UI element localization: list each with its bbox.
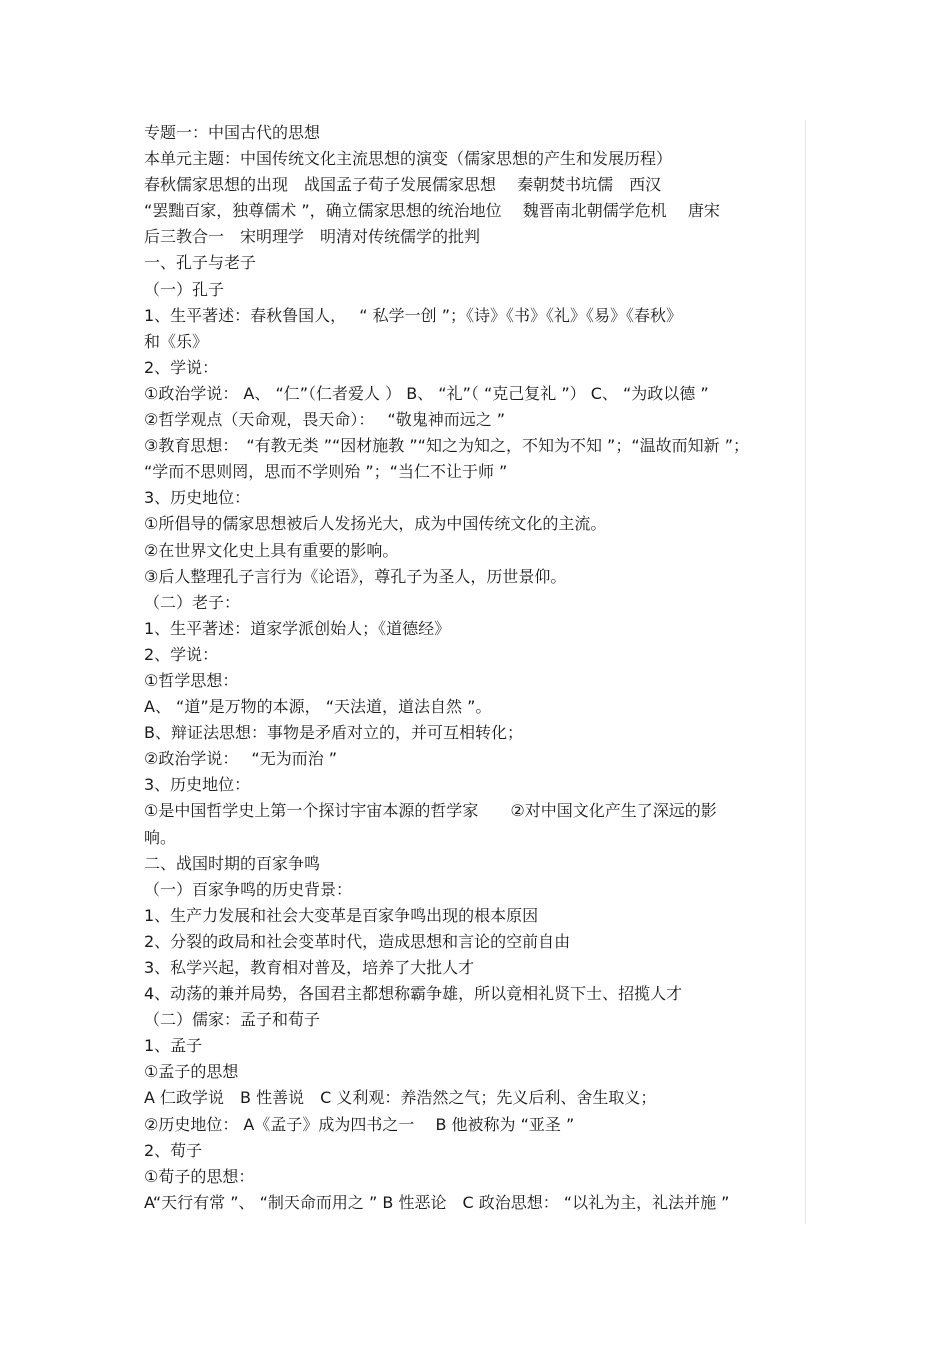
text-line: 1、生产力发展和社会大变革是百家争鸣出现的根本原因 — [144, 905, 539, 925]
text-line: 一、孔子与老子 — [144, 253, 257, 273]
text-line: 二、战国时期的百家争鸣 — [144, 853, 321, 873]
text-line: ③后人整理孔子言行为《论语》，尊孔子为圣人，历世景仰。 — [144, 566, 567, 586]
text-line: ③教育思想： “有教无类 ”“因材施教 ”“知之为知之，不知为不知 ”；“温故而知新 ”； — [144, 436, 750, 456]
text-line: 本单元主题：中国传统文化主流思想的演变（儒家思想的产生和发展历程） — [144, 149, 673, 169]
text-line: B、辩证法思想：事物是矛盾对立的，并可互相转化； — [144, 723, 523, 743]
text-line: ②在世界文化史上具有重要的影响。 — [144, 540, 399, 560]
document-text-block — [140, 120, 806, 1224]
text-line: ①孟子的思想 — [144, 1062, 239, 1082]
text-line: （一）百家争鸣的历史背景： — [144, 879, 353, 899]
text-line: ①所倡导的儒家思想被后人发扬光大，成为中国传统文化的主流。 — [144, 514, 607, 534]
text-line: “罢黜百家，独尊儒术 ”，确立儒家思想的统治地位 魏晋南北朝儒学危机 唐宋 — [144, 201, 720, 221]
text-line: 2、荀子 — [144, 1140, 203, 1160]
text-line: 3、历史地位： — [144, 488, 251, 508]
text-line: 4、动荡的兼并局势，各国君主都想称霸争雄，所以竟相礼贤下士、招揽人才 — [144, 984, 683, 1004]
text-line: “学而不思则罔，思而不学则殆 ”；“当仁不让于师 ” — [144, 462, 508, 482]
text-line: 后三教合一 宋明理学 明清对传统儒学的批判 — [144, 227, 481, 247]
text-line: 1、生平著述：道家学派创始人；《道德经》 — [144, 618, 451, 638]
text-line: ①政治学说： A、 “仁”（仁者爱人 ） B、 “礼”（ “克己复礼 ”） C、 “为政以德 ” — [144, 383, 709, 403]
text-line: ①荀子的思想： — [144, 1166, 255, 1186]
text-line: 2、学说： — [144, 644, 219, 664]
text-line: 3、历史地位： — [144, 775, 251, 795]
text-line: A“天行有常 ”、 “制天命而用之 ” B 性恶论 C 政治思想： “以礼为主，礼法并施 ” — [144, 1192, 730, 1212]
text-line: （二）老子： — [144, 592, 241, 612]
text-line: （一）孔子 — [144, 279, 225, 299]
text-line: 和《乐》 — [144, 331, 209, 351]
text-line: 1、生平著述：春秋鲁国人， “ 私学一创 ”；《诗》《书》《礼》《易》《春秋》 — [144, 305, 683, 325]
text-line: ①哲学思想： — [144, 670, 239, 690]
text-line: 2、学说： — [144, 357, 219, 377]
text-line: 2、分裂的政局和社会变革时代，造成思想和言论的空前自由 — [144, 931, 571, 951]
text-line: ①是中国哲学史上第一个探讨宇宙本源的哲学家 ②对中国文化产生了深远的影 — [144, 801, 717, 821]
text-line: A、 “道”是万物的本源， “天法道，道法自然 ”。 — [144, 697, 492, 717]
text-line: 1、孟子 — [144, 1036, 203, 1056]
text-line: 春秋儒家思想的出现 战国孟子荀子发展儒家思想 秦朝焚书坑儒 西汉 — [144, 175, 662, 195]
text-line: 响。 — [144, 827, 177, 847]
text-line: 3、私学兴起，教育相对普及，培养了大批人才 — [144, 958, 475, 977]
text-line: ②历史地位： A《孟子》成为四书之一 B 他被称为 “亚圣 ” — [144, 1114, 575, 1134]
text-line: A 仁政学说 B 性善说 C 义利观：养浩然之气；先义后利、舍生取义； — [144, 1088, 657, 1108]
text-line: ②哲学观点（天命观，畏天命）： “敬鬼神而远之 ” — [144, 410, 506, 430]
text-line: （二）儒家：孟子和荀子 — [144, 1010, 321, 1030]
text-line: ②政治学说： “无为而治 ” — [144, 749, 338, 769]
text-line: 专题一：中国古代的思想 — [144, 123, 321, 142]
